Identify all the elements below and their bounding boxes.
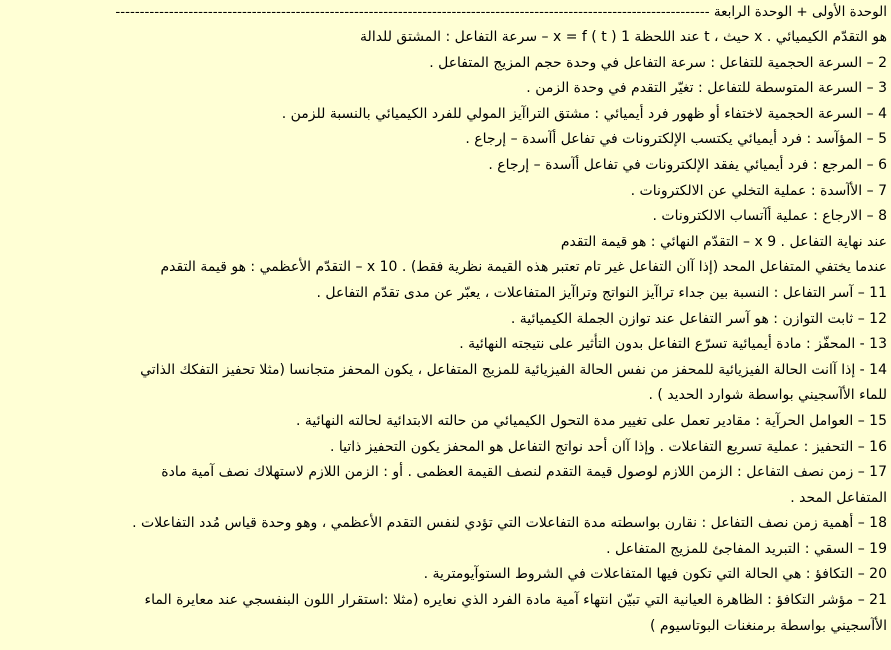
text-line: 5 – المؤآسد : فرد أيميائي يكتسب الإلكترونات في تفاعل أآسدة – إرجاع .: [465, 131, 887, 148]
text-line: عند نهاية التفاعل . x 9 – التقدّم النهائي : هو قيمة التقدم: [560, 233, 887, 250]
text-line: 13 - المحفّز : مادة أيميائية تسرّع التفاعل بدون التأثير على نتيجته النهائية .: [459, 336, 887, 353]
text-line: 7 – الأآسدة : عملية التخلي عن الالكترونات .: [630, 182, 887, 199]
text-line: هو التقدّم الكيميائي . x حيث ، t عند اللحظة x = f ( t ) 1 – سرعة التفاعل : المشتق للدالة: [360, 29, 887, 45]
text-line: 17 – زمن نصف التفاعل : الزمن اللازم لوصول قيمة التقدم لنصف القيمة العظمى . أو : الزمن اللازم لاستهلاك نصف آمية مادة: [161, 464, 887, 481]
definitions-list: [4, 25, 887, 639]
text-line: للماء الأآسجيني بواسطة شوارد الحديد ) .: [648, 387, 887, 404]
text-line: 18 – أهمية زمن نصف التفاعل : نقارن بواسطته مدة التفاعلات التي تؤدي لنفس التقدم الأعظمي ، وهو وحدة قياس مُدد التفاعلات .: [132, 515, 887, 532]
text-line: 8 – الارجاع : عملية أآتساب الالكترونات .: [652, 208, 887, 225]
text-line: عندما يختفي المتفاعل المحد (إذا آان التفاعل غير تام تعتبر هذه القيمة نظرية فقط) . x 10 – التقدّم الأعظمي : هو قيمة التقدم: [160, 259, 887, 276]
section-header: الوحدة الأولى + الوحدة الرابعة --------------------------------------------------------------------------------------------------------------------------: [115, 4, 887, 20]
text-line: 12 – ثابت التوازن : هو آسر التفاعل عند توازن الجملة الكيميائية .: [510, 310, 887, 327]
text-line: 4 – السرعة الحجمية لاختفاء أو ظهور فرد أيميائي : مشتق التراآيز المولي للفرد الكيميائي بالنسبة للزمن .: [281, 105, 887, 122]
text-line: 19 – السقي : التبريد المفاجئ للمزيج المتفاعل .: [606, 540, 887, 557]
text-line: 15 – العوامل الحرآية : مقادير تعمل على تغيير مدة التحول الكيميائي من حالته الابتدائية لحالته النهائية .: [295, 412, 887, 429]
text-line: 21 – مؤشر التكافؤ : الظاهرة العيانية التي تبيّن انتهاء آمية مادة الفرد الذي نعايره (مثلا :استقرار اللون البنفسجي عند معايرة الماء: [144, 592, 887, 609]
text-line: 20 – التكافؤ : هي الحالة التي تكون فيها المتفاعلات في الشروط الستوآيومترية .: [423, 566, 887, 583]
text-line: 16 – التحفيز : عملية تسريع التفاعلات . وإذا آان أحد نواتج التفاعل هو المحفز يكون التحفيز ذاتيا .: [329, 438, 887, 455]
text-line: 2 – السرعة الحجمية للتفاعل : سرعة التفاعل في وحدة حجم المزيج المتفاعل .: [429, 54, 887, 71]
text-line: 3 – السرعة المتوسطة للتفاعل : تغيّر التقدم في وحدة الزمن .: [526, 80, 887, 97]
text-line: 14 - إذا آانت الحالة الفيزيائية للمحفز من نفس الحالة الفيزيائية للمزيج المتفاعل ، يكون المحفز متجانسا (مثلا تحفيز التفكك الذاتي: [140, 361, 887, 378]
text-line: الأآسجيني بواسطة برمنغنات البوتاسيوم ): [649, 617, 887, 634]
text-line: 6 – المرجع : فرد أيميائي يفقد الإلكترونات في تفاعل أآسدة – إرجاع .: [488, 156, 887, 173]
text-line: 11 – آسر التفاعل : النسبة بين جداء تراآيز النواتج وتراآيز المتفاعلات ، يعبّر عن مدى تقدّم التفاعل .: [316, 284, 887, 301]
text-line: المتفاعل المحد .: [790, 489, 887, 506]
